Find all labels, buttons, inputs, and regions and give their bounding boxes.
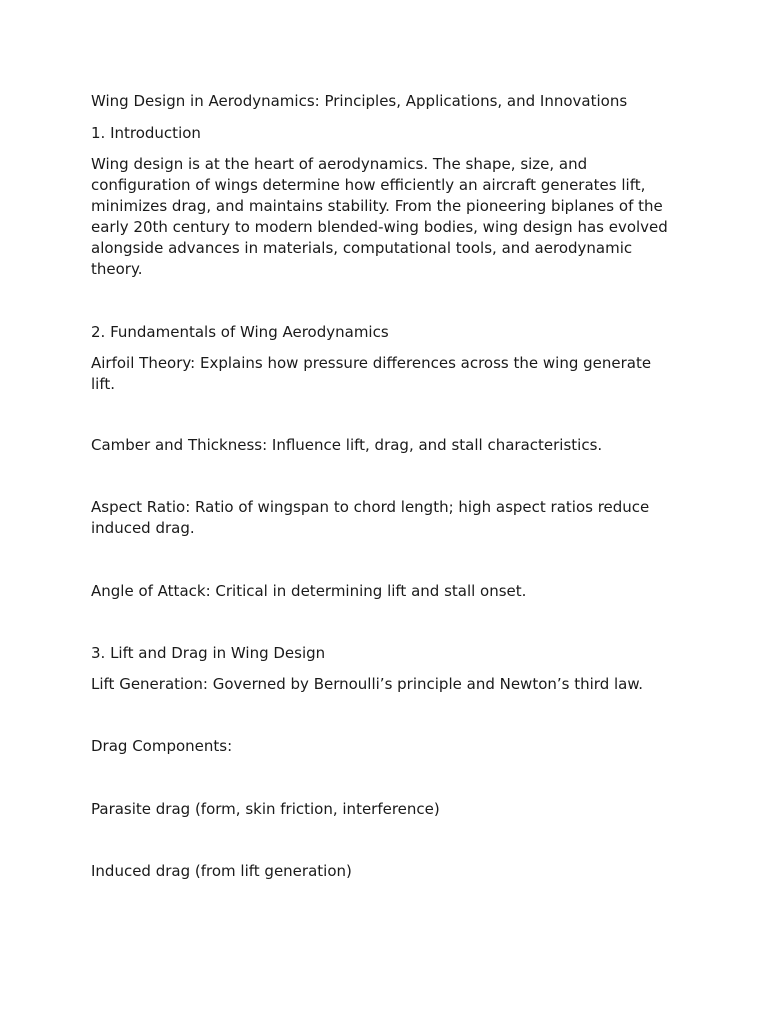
paragraph-camber-thickness: Camber and Thickness: Influence lift, drag, and stall characteristics.: [91, 436, 603, 454]
introduction-paragraph: Wing design is at the heart of aerodynamics. The shape, size, and configuration of wings determine how efficiently an aircraft generates lift, minimizes drag, and maintains stability. From the pioneering biplanes of the early 20th century to modern blended-wing bodies, wing design has evolved alongside advances in materials, computational tools, and aerodynamic theory.: [91, 155, 668, 278]
section-heading-lift-drag: 3. Lift and Drag in Wing Design: [91, 644, 326, 662]
document-title: Wing Design in Aerodynamics: Principles, Applications, and Innovations: [91, 92, 628, 110]
paragraph-angle-of-attack: Angle of Attack: Critical in determining lift and stall onset.: [91, 582, 527, 600]
paragraph-lift-generation: Lift Generation: Governed by Bernoulli’s principle and Newton’s third law.: [91, 675, 644, 693]
paragraph-induced-drag: Induced drag (from lift generation): [91, 862, 352, 880]
section-heading-fundamentals: 2. Fundamentals of Wing Aerodynamics: [91, 323, 389, 341]
paragraph-aspect-ratio: Aspect Ratio: Ratio of wingspan to chord length; high aspect ratios reduce induced drag.: [91, 498, 650, 537]
paragraph-parasite-drag: Parasite drag (form, skin friction, interference): [91, 800, 440, 818]
section-heading-introduction: 1. Introduction: [91, 124, 201, 142]
paragraph-drag-components: Drag Components:: [91, 737, 233, 755]
paragraph-airfoil-theory: Airfoil Theory: Explains how pressure differences across the wing generate lift.: [91, 354, 652, 393]
